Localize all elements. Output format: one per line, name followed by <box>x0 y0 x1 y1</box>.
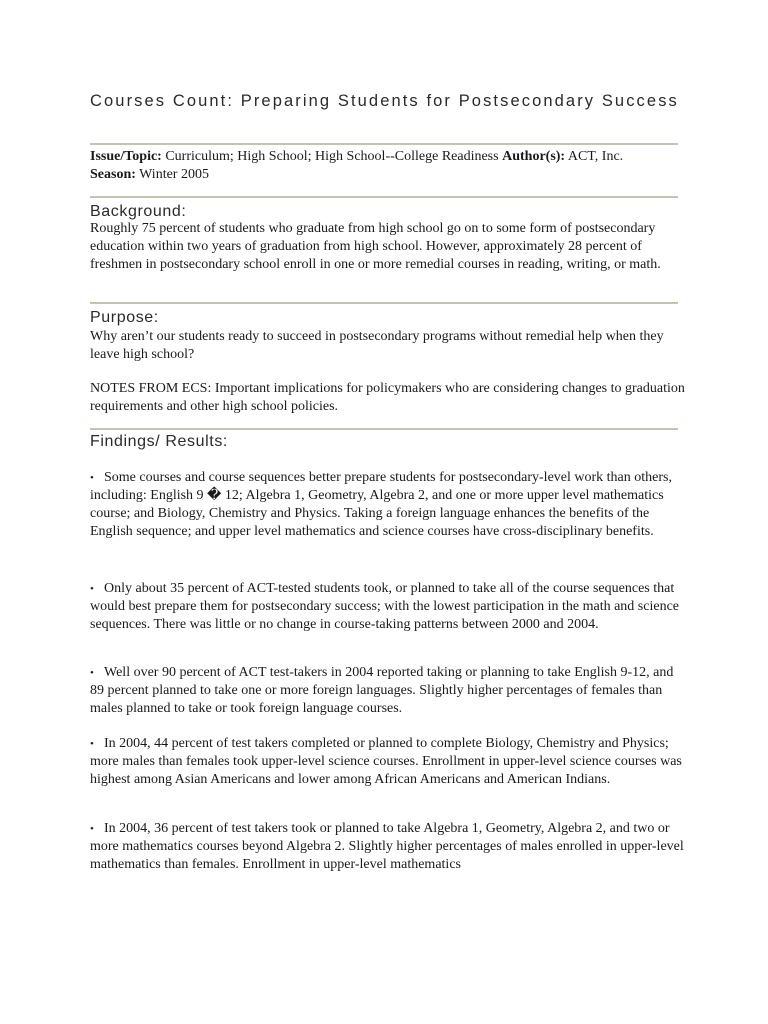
finding-item: • Well over 90 percent of ACT test-takers in 2004 reported taking or planning to take English 9-12, and 89 percent planned to take one or more foreign languages. Slightly higher percentages of females than males planned to take or took foreign language courses. <box>90 665 674 716</box>
finding-item: • Only about 35 percent of ACT-tested students took, or planned to take all of the course sequences that would best prepare them for postsecondary success; with the lowest participation in the math and science sequences. There was little or no change in course-taking patterns between 2000 and 2004. <box>90 581 679 632</box>
issue-topic-value: Curriculum; High School; High School--College Readiness <box>165 149 499 164</box>
bullet-icon: • <box>90 472 94 484</box>
bullet-icon: • <box>90 823 94 835</box>
author-value: ACT, Inc. <box>567 149 624 164</box>
purpose-heading: Purpose: <box>90 309 159 326</box>
bullet-icon: • <box>90 583 94 595</box>
divider <box>90 428 678 430</box>
divider <box>90 302 678 304</box>
purpose-text: Why aren’t our students ready to succeed in postsecondary programs without remedial help when they leave high school? <box>90 329 664 362</box>
issue-topic-label: Issue/Topic: <box>90 149 162 164</box>
season-label: Season: <box>90 167 136 182</box>
finding-item: • Some courses and course sequences better prepare students for postsecondary-level work than others, including: English 9 � 12; Algebra 1, Geometry, Algebra 2, and one or more upper level mathematics course; and Biology, Chemistry and Physics. Taking a foreign language enhances the benefits of the English sequence; and upper level mathematics and science courses have cross-disciplinary benefits. <box>90 470 672 539</box>
bullet-icon: • <box>90 738 94 750</box>
author-label: Author(s): <box>502 149 566 164</box>
document-title: Courses Count: Preparing Students for Postsecondary Success <box>90 92 679 110</box>
divider <box>90 143 678 145</box>
background-heading: Background: <box>90 203 187 220</box>
background-text: Roughly 75 percent of students who graduate from high school go on to some form of postsecondary education within two years of graduation from high school. However, approximately 28 percent of freshmen in postsecondary school enroll in one or more remedial courses in reading, writing, or math. <box>90 221 661 272</box>
document-metadata <box>90 148 690 184</box>
notes-text: NOTES FROM ECS: Important implications for policymakers who are considering changes to graduation requirements and other high school policies. <box>90 381 685 414</box>
season-value: Winter 2005 <box>139 167 209 182</box>
finding-item: • In 2004, 44 percent of test takers completed or planned to complete Biology, Chemistry and Physics; more males than females took upper-level science courses. Enrollment in upper-level science courses was highest among Asian Americans and lower among African Americans and American Indians. <box>90 736 682 787</box>
bullet-icon: • <box>90 667 94 679</box>
divider <box>90 196 678 198</box>
findings-heading: Findings/ Results: <box>90 433 228 450</box>
finding-item: • In 2004, 36 percent of test takers took or planned to take Algebra 1, Geometry, Algebra 2, and two or more mathematics courses beyond Algebra 2. Slightly higher percentages of males enrolled in upper-level mathematics than females. Enrollment in upper-level mathematics <box>90 821 684 872</box>
